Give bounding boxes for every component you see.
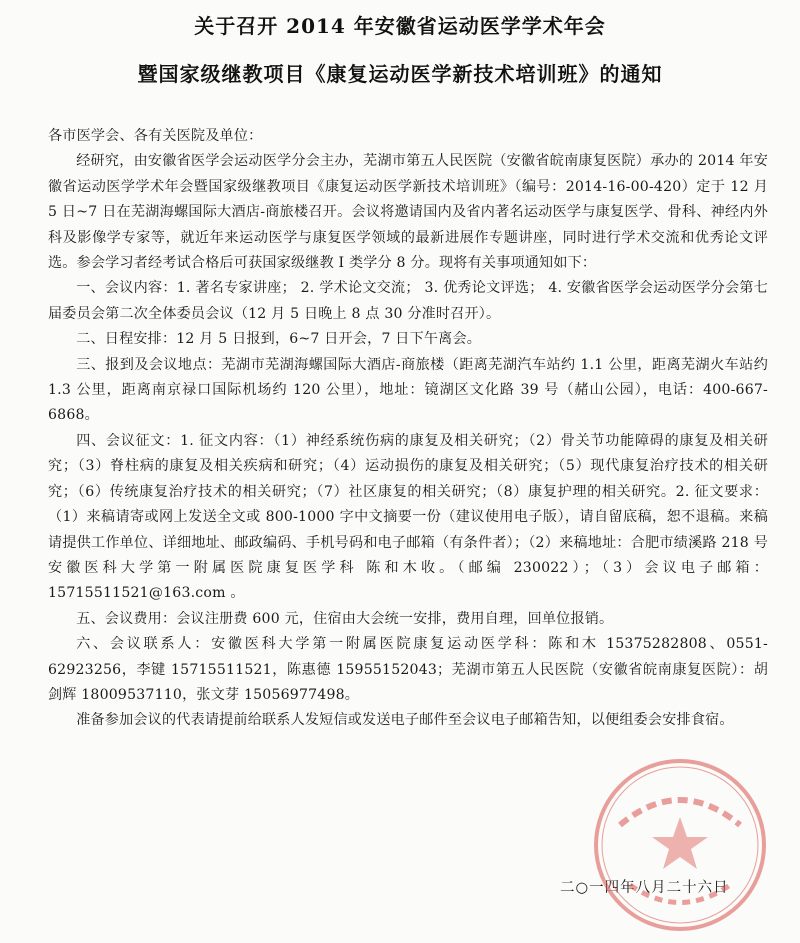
paragraph-schedule: 二、日程安排：12 月 5 日报到，6~7 日开会，7 日下午离会。 [76,331,482,348]
paragraph-closing: 准备参加会议的代表请提前给联系人发短信或发送电子邮件至会议电子邮箱告知，以便组委会安排食宿。 [76,712,734,729]
paragraph-venue: 三、报到及会议地点：芜湖市芜湖海螺国际大酒店-商旅楼（距离芜湖汽车站约 1.1 公里，距离芜湖火车站约 1.3 公里，距离南京禄口国际机场约 120 公里），地址：镜湖区文化路 39 号（赭山公园），电话：400-667-6868。 [48,356,768,424]
paragraph-call-for-papers: 四、会议征文：1. 征文内容：（1）神经系统伤病的康复及相关研究；（2）骨关节功能障碍的康复及相关研究；（3）脊柱病的康复及相关疾病和研究；（4）运动损伤的康复及相关研究；（5）现代康复治疗技术的相关研究；（6）传统康复治疗技术的相关研究；（7）社区康复的相关研究；（8）康复护理的相关研究。2. 征文要求：（1）来稿请寄或网上发送全文或 800-1000 字中文摘要一份（建议使用电子版），请自留底稿，恕不退稿。来稿请提供工作单位、详细地址、邮政编码、手机号码和电子邮箱（有条件者）；（2）来稿地址：合肥市绩溪路 218 号安徽医科大学第一附属医院康复医学科 陈和木收。（邮编 230022）；（3）会议电子邮箱：15715511521@163.com 。 [48,432,768,602]
notice-title-line-2: 暨国家级继教项目《康复运动医学新技术培训班》的通知 [137,62,663,86]
notice-date: 二○一四年八月二十六日 [560,880,729,896]
paragraph-contacts: 六、会议联系人：安徽医科大学第一附属医院康复运动医学科：陈和木 15375282808、0551-62923256，李键 15715511521，陈惠德 15955152043；芜湖市第五人民医院（安徽省皖南康复医院）：胡剑辉 18009537110，张文芽 15056977498。 [48,636,768,703]
paragraph-fees: 五、会议费用：会议注册费 600 元，住宿由大会统一安排，费用自理，回单位报销。 [76,610,614,627]
official-seal-icon [590,755,770,935]
notice-title-line-1: 关于召开 2014 年安徽省运动医学学术年会 [194,14,606,38]
paragraph-meeting-content: 一、会议内容：1. 著名专家讲座； 2. 学术论文交流； 3. 优秀论文评选； 4. 安徽省医学会运动医学分会第七届委员会第二次全体委员会议（12 月 5 日晚上 8 点 30 分准时召开）。 [48,280,768,322]
paragraph-intro: 经研究，由安徽省医学会运动医学分会主办，芜湖市第五人民医院（安徽省皖南康复医院）承办的 2014 年安徽省运动医学学术年会暨国家级继教项目《康复运动医学新技术培训班》（编号：2014-16-00-420）定于 12 月 5 日~7 日在芜湖海螺国际大酒店-商旅楼召开。会议将邀请国内及省内著名运动医学与康复医学、骨科、神经内外科及影像学专家等，就近年来运动医学与康复医学领域的最新进展作专题讲座，同时进行学术交流和优秀论文评选。参会学习者经考试合格后可获国家级继教 I 类学分 8 分。现将有关事项通知如下： [48,153,768,272]
salutation: 各市医学会、各有关医院及单位： [48,128,263,144]
notice-body [48,124,768,734]
